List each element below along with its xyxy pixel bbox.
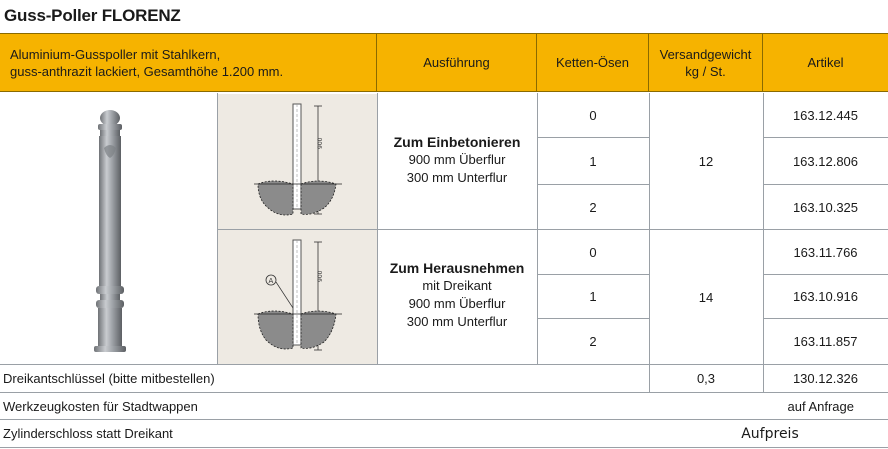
header-versandgewicht bbox=[649, 34, 763, 91]
header-description-line2: guss-anthrazit lackiert, Gesamthöhe 1.200 mm. bbox=[10, 63, 284, 79]
dim-label-900: 900 bbox=[317, 137, 324, 149]
footer-label-werkzeugkosten: Werkzeugkosten für Stadtwappen bbox=[3, 399, 198, 414]
variant-line: 300 mm Unterflur bbox=[406, 170, 508, 185]
header-description-line1: Aluminium-Gusspoller mit Stahlkern, bbox=[10, 46, 221, 62]
ketten-oesen-value: 1 bbox=[589, 153, 597, 169]
grid-line bbox=[0, 447, 888, 448]
versandgewicht-value: 12 bbox=[698, 153, 714, 169]
variant-title: Zum Einbetonieren bbox=[393, 134, 521, 150]
ketten-oesen-value: 0 bbox=[589, 107, 597, 123]
ketten-oesen-value: 1 bbox=[589, 289, 597, 304]
header-versand-line1: Versandgewicht bbox=[659, 46, 752, 62]
artikel-number: 163.10.916 bbox=[792, 289, 859, 304]
marker-a: A bbox=[268, 277, 274, 285]
footer-weight: 0,3 bbox=[696, 371, 716, 386]
bollard-product-image bbox=[80, 110, 140, 360]
variant-line: 900 mm Überflur bbox=[408, 296, 506, 311]
grid-line bbox=[0, 392, 888, 393]
header-artikel: Artikel bbox=[807, 55, 844, 70]
dim-label-900: 900 bbox=[317, 270, 324, 282]
variant-line: 900 mm Überflur bbox=[408, 152, 506, 167]
variant-title: Zum Herausnehmen bbox=[389, 260, 525, 276]
diagram-herausnehmen bbox=[218, 230, 377, 364]
variant-line: 300 mm Unterflur bbox=[406, 314, 508, 329]
page-title: Guss-Poller FLORENZ bbox=[4, 6, 181, 25]
footer-artikel: 130.12.326 bbox=[792, 371, 859, 386]
header-versand-line2: kg / St. bbox=[685, 63, 726, 79]
footer-label-dreikantschluessel: Dreikantschlüssel (bitte mitbestellen) bbox=[3, 371, 215, 386]
variant-einbetonieren bbox=[377, 133, 537, 187]
header-ketten-oesen: Ketten-Ösen bbox=[537, 34, 649, 91]
footer-label-zylinderschloss: Zylinderschloss statt Dreikant bbox=[3, 426, 173, 441]
table-header bbox=[0, 33, 888, 92]
ketten-oesen-value: 2 bbox=[589, 334, 597, 349]
header-ausfuehrung: Ausführung bbox=[377, 34, 537, 91]
variant-line: mit Dreikant bbox=[422, 278, 492, 293]
variant-herausnehmen bbox=[377, 259, 537, 331]
artikel-number: 163.12.445 bbox=[792, 107, 859, 123]
artikel-number: 163.11.857 bbox=[793, 334, 858, 349]
footer-artikel: Aufpreis bbox=[741, 425, 799, 442]
diagram-einbetonieren bbox=[218, 94, 377, 229]
artikel-number: 163.10.325 bbox=[792, 199, 859, 215]
versandgewicht-value: 14 bbox=[698, 289, 714, 305]
artikel-number: 163.11.766 bbox=[793, 244, 858, 260]
ketten-oesen-value: 0 bbox=[589, 244, 597, 260]
artikel-number: 163.12.806 bbox=[792, 153, 859, 169]
ketten-oesen-value: 2 bbox=[589, 199, 597, 215]
footer-artikel: auf Anfrage bbox=[787, 398, 854, 414]
header-description bbox=[0, 34, 377, 91]
